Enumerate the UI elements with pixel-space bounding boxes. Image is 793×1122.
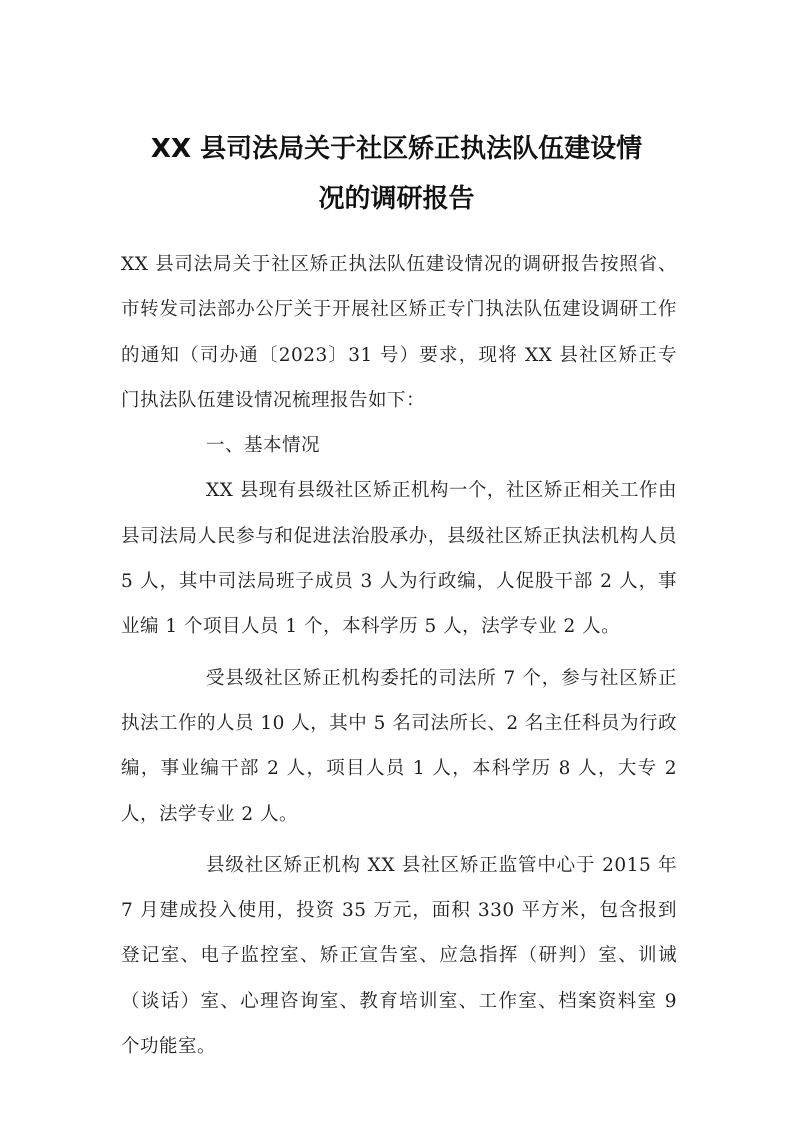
paragraph-judicial-offices: 受县级社区矫正机构委托的司法所 7 个，参与社区矫正执法工作的人员 10 人，其中 5 名司法所长、2 名主任科员为行政编，事业编干部 2 人，项目人员 1 人，本科学历 8 人，大专 2 人，法学专业 2 人。: [121, 667, 677, 825]
document-title: [100, 124, 693, 224]
document-body: [121, 242, 677, 1069]
paragraph-supervision-center: 县级社区矫正机构 XX 县社区矫正监管中心于 2015 年 7 月建成投入使用，投资 35 万元，面积 330 平方米，包含报到登记室、电子监控室、矫正宣告室、应急指挥（研判）室、训诫（谈话）室、心理咨询室、教育培训室、工作室、档案资料室 9 个功能室。: [121, 854, 677, 1058]
intro-paragraph: XX 县司法局关于社区矫正执法队伍建设情况的调研报告按照省、市转发司法部办公厅关于开展社区矫正专门执法队伍建设调研工作的通知（司办通〔2023〕31 号）要求，现将 XX 县社区矫正专门执法队伍建设情况梳理报告如下：: [121, 254, 677, 411]
paragraph-county-agency: XX 县现有县级社区矫正机构一个，社区矫正相关工作由县司法局人民参与和促进法治股承办，县级社区矫正执法机构人员 5 人，其中司法局班子成员 3 人为行政编，人促股干部 2 人，事业编 1 个项目人员 1 个，本科学历 5 人，法学专业 2 人。: [121, 480, 677, 638]
title-line-2: 况的调研报告: [318, 184, 475, 214]
title-line-1: XX 县司法局关于社区矫正执法队伍建设情: [150, 134, 643, 164]
section-heading-basic: 一、基本情况: [206, 435, 321, 457]
